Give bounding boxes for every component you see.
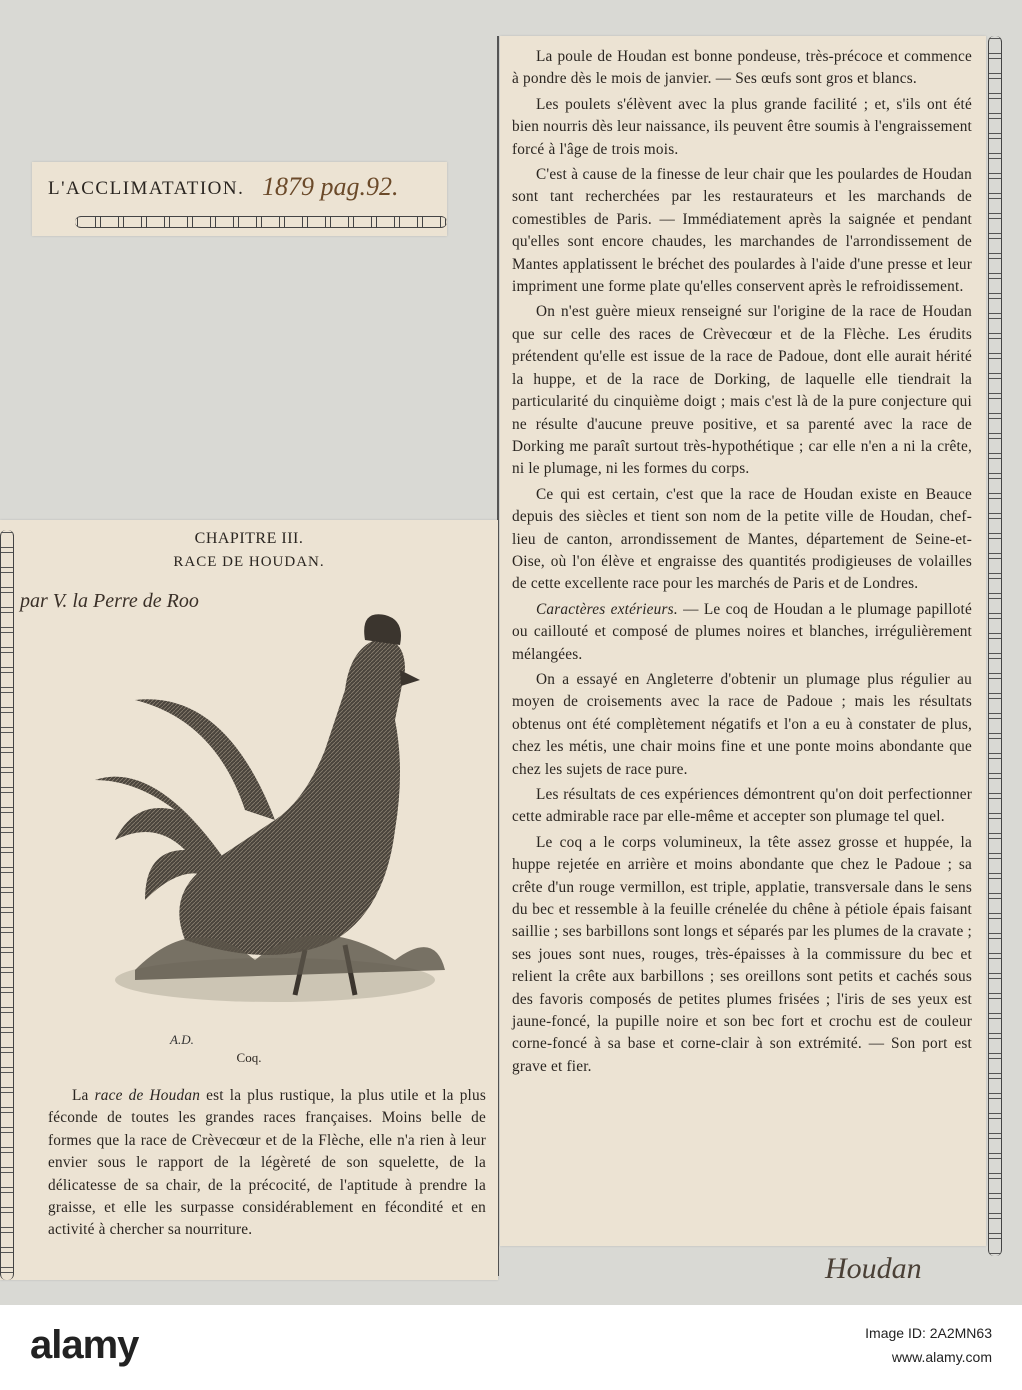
paragraph: La poule de Houdan est bonne pondeuse, très-précoce et commence à pondre dès le mois de janvier. — Ses œufs sont gros et blancs. — [512, 48, 972, 88]
paragraph: C'est à cause de la finesse de leur chair que les poulardes de Houdan sont tant recherchées par les restaurateurs et les marchands de comestibles de Paris. — Immédiatement après la saignée et pendant qu'elles sont encore chaudes, les marchandes de l'arrondissement de Mantes applatissent le bréchet des poulardes à l'aide d'une presse et leur impriment une forme plate qu'elles conservent après le refroidissement. — [512, 166, 972, 296]
handwritten-reference: 1879 pag.92. — [262, 172, 399, 201]
chapter-heading: CHAPITRE III. — [194, 530, 304, 547]
chain-border-right — [988, 36, 1002, 1256]
image-id: Image ID: 2A2MN63 — [865, 1325, 992, 1341]
handwritten-label: Houdan — [825, 1252, 922, 1285]
paragraph: On a essayé en Angleterre d'obtenir un plumage plus régulier au moyen de croisements avec la race de Padoue ; mais les résultats obtenus ont été complètement négatifs et l'on a eu à constater de plus, chez les métis, une chair moins fine et une ponte moins abondante que chez les sujets de race pure. — [512, 670, 972, 778]
handwritten-author: par V. la Perre de Roo — [20, 590, 199, 612]
engraver-signature: A.D. — [170, 1032, 194, 1047]
stock-footer — [0, 1305, 1022, 1390]
paragraph: Ce qui est certain, c'est que la race de Houdan existe en Beauce depuis des siècles et tient son nom de la petite ville de Houdan, chef-lieu de canton, arrondissement de Mantes, département de Seine-et-Oise, où l'on élève et engraisse des quantités prodigieuses de volailles de cette excellente race pour les marchés de Paris et de Londres. — [512, 485, 972, 593]
paragraph: Les résultats de ces expériences démontrent qu'on doit perfectionner cette admirable race par elle-même et accepter son plumage tel quel. — [512, 786, 972, 826]
paragraph-text: est la plus rustique, la plus utile et la plus féconde de toutes les grandes races françaises. Moins belle de formes que la race de Crèvecœur et de la Flèche, elle n'a rien à leur envier sous le rapport de la légèreté de son squelette, de la délicatesse de sa chair, de la précocité, de l'aptitude à prendre la graisse, et elle les surpasse considérablement en fécondité et en activité à chercher sa nourriture. — [48, 1087, 487, 1239]
right-text-clipping — [500, 36, 986, 1246]
paragraph-text: La — [72, 1087, 95, 1104]
journal-title: L'ACCLIMATATION. — [48, 178, 245, 199]
paragraph-text: — Le coq de Houdan a le plumage papilloté ou caillouté et composé de plumes noires et blanches, irrégulièrement mélangées. — [512, 600, 972, 663]
alamy-logo: alamy — [30, 1323, 139, 1367]
site-url: www.alamy.com — [891, 1349, 992, 1365]
chain-border-left — [0, 530, 14, 1280]
paragraph: Les poulets s'élèvent avec la plus grande facilité ; et, s'ils ont été bien nourris dès leur naissance, ils peuvent être soumis à l'engraissement forcé à l'âge de trois mois. — [512, 95, 972, 158]
illustration-caption: Coq. — [236, 1050, 262, 1065]
paragraph: Le coq a le corps volumineux, la tête assez grosse et huppée, la huppe rejetée en arrière et moins abondante que chez le Padoue ; sa crête d'un rouge vermillon, est triple, applatie, transversale dans le sens du bec et ressemble à la feuille crénelée du chêne à pétiole épais faisant saillie ; ses barbillons sont longs et séparés par les plumes de la cravate ; ses joues sont nues, rouges, très-épaisses à la commissure du bec et relient la crête aux barbillons ; ses oreillons sont petits et cachés sous des favoris composés de petites plumes frisées ; l'iris de ses yeux est jaune-foncé, la pupille noire et son bec fort et crochu est de couleur corne-foncé à sa base et corne-clair à son extrémité. — Son port est grave et fier. — [512, 833, 972, 1075]
right-paragraphs-2 — [512, 669, 972, 1078]
paragraph-caracteres — [512, 599, 972, 666]
rooster-illustration — [75, 610, 465, 1010]
right-paragraphs-1 — [512, 46, 972, 596]
left-clipping — [0, 520, 498, 1280]
left-paragraph — [48, 1085, 486, 1242]
italic-term: race de Houdan — [94, 1087, 201, 1104]
italic-heading: Caractères extérieurs. — [536, 600, 678, 618]
paragraph: On n'est guère mieux renseigné sur l'origine de la race de Houdan que sur celle des races de Crèvecœur et de la Flèche. Les érudits prétendent qu'elle est issue de la race de Padoue, dont elle aurait hérité la huppe, et de la race de Dorking, de laquelle elle tiendrait la particularité du cinquième doigt ; mais c'est là de la pure conjecture qui ne résulte d'aucune preuve positive, et sa parenté avec la race de Dorking me paraît surtout très-hypothétique ; car elle n'en a ni la crête, ni le plumage, ni les formes du corps. — [512, 303, 972, 478]
chain-border — [75, 216, 447, 228]
section-heading: RACE DE HOUDAN. — [173, 554, 325, 570]
